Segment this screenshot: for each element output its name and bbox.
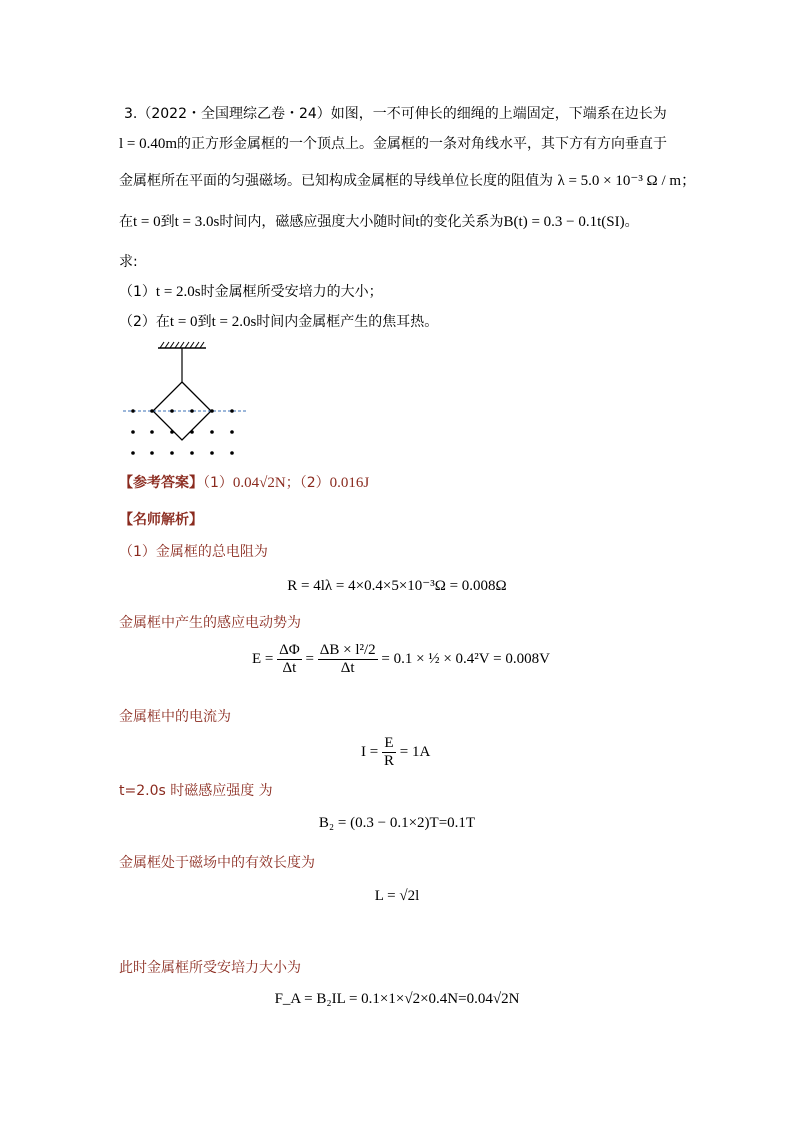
analysis-step-3: 金属框中的电流为 (119, 709, 231, 725)
figure-square-frame (118, 340, 258, 465)
analysis-label: 【名师解析】 (119, 512, 203, 528)
emf-fraction-2: $\frac{\text{ΔB × l²/2}}{\Delta t}$ (319, 642, 376, 676)
current-fraction: $\frac{E}{R}$ (383, 735, 394, 769)
magnetic-field-dots (131, 409, 234, 455)
answer-line: 【参考答案】（1）0.04√2N；（2）0.016J (119, 475, 370, 491)
question-1: （1）t = 2.0s时金属框所受安培力的大小； (119, 284, 383, 300)
question-2: （2）在t = 0到t = 2.0s时间内金属框产生的焦耳热。 (119, 314, 439, 330)
analysis-step-1: （1）金属框的总电阻为 (119, 544, 268, 560)
square-frame (153, 382, 211, 440)
problem-line-4: 在t = 0到t = 3.0s时间内，磁感应强度大小随时间t的变化关系为B(t) = 0.3 − 0.1t(SI)。 (119, 214, 639, 230)
ceiling-hatch (160, 342, 204, 348)
emf-fraction-1: $\frac{\Delta\Phi}{\Delta t}$ (279, 642, 300, 676)
problem-line-2: l = 0.40m的正方形金属框的一个顶点上。金属框的一条对角线水平，其下方有方向垂直于 (119, 136, 668, 152)
analysis-step-6: 此时金属框所受安培力大小为 (119, 960, 301, 976)
equation-resistance: R = 4lλ = 4×0.4×5×10⁻³Ω = 0.008Ω (287, 578, 507, 594)
equation-force: F_A = B₂IL = 0.1×1×√2×0.4N=0.04√2N (274, 991, 520, 1007)
equation-current: I = $\frac{E}{R}$ = 1A (361, 735, 431, 769)
problem-line-3: 金属框所在平面的匀强磁场。已知构成金属框的导线单位长度的阻值为 λ = 5.0 × 10⁻³ Ω / m； (119, 173, 697, 189)
equation-field: B₂ = (0.3 − 0.1×2)T=0.1T (318, 815, 476, 831)
equation-length: L = √2l (374, 888, 420, 904)
analysis-step-5: 金属框处于磁场中的有效长度为 (119, 855, 315, 871)
analysis-step-4: t=2.0s 时磁感应强度 为 (119, 783, 273, 799)
equation-emf: E = $\frac{\Delta\Phi}{\Delta t}$ = $\frac{\text{ΔB × l²/2}}{\Delta t}$ = 0.1 × ½ × 0.4²V = 0.008V (252, 642, 550, 676)
analysis-step-2: 金属框中产生的感应电动势为 (119, 615, 301, 631)
problem-ask: 求: (119, 254, 138, 270)
problem-line-1: 3.（2022・全国理综乙卷・24）如图，一不可伸长的细绳的上端固定，下端系在边长为 (124, 106, 667, 122)
